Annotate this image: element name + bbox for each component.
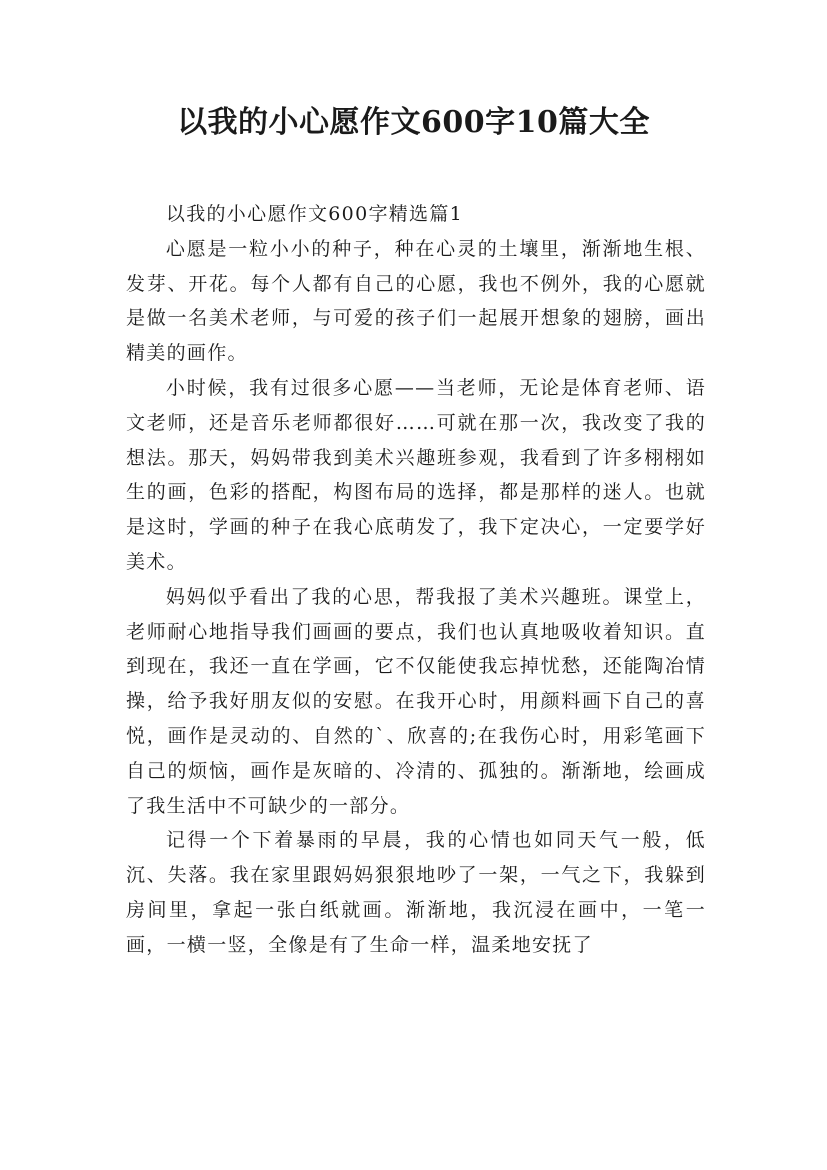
paragraph-3: 妈妈似乎看出了我的心思，帮我报了美术兴趣班。课堂上，老师耐心地指导我们画画的要点，我们也认真地吸收着知识。直到现在，我还一直在学画，它不仅能使我忘掉忧愁，还能陶冶情操，给予我好朋友似的安慰。在我开心时，用颜料画下自己的喜悦，画作是灵动的、自然的`、欣喜的;在我伤心时，用彩笔画下自己的烦恼，画作是灰暗的、冷清的、孤独的。渐渐地，绘画成了我生活中不可缺少的一部分。 [126,585,706,817]
paragraph-2: 小时候，我有过很多心愿——当老师，无论是体育老师、语文老师，还是音乐老师都很好……可就在那一次，我改变了我的想法。那天，妈妈带我到美术兴趣班参观，我看到了许多栩栩如生的画，色彩的搭配，构图布局的选择，都是那样的迷人。也就是这时，学画的种子在我心底萌发了，我下定决心，一定要学好美术。 [126,376,706,573]
paragraph-4: 记得一个下着暴雨的早晨，我的心情也如同天气一般，低沉、失落。我在家里跟妈妈狠狠地吵了一架，一气之下，我躲到房间里，拿起一张白纸就画。渐渐地，我沉浸在画中，一笔一画，一横一竖，全像是有了生命一样，温柔地安抚了 [126,829,706,956]
paragraph-1: 心愿是一粒小小的种子，种在心灵的土壤里，渐渐地生根、发芽、开花。每个人都有自己的心愿，我也不例外，我的心愿就是做一名美术老师，与可爱的孩子们一起展开想象的翅膀，画出精美的画作。 [126,237,706,365]
section-heading: 以我的小心愿作文600字精选篇1 [165,203,464,225]
document-body [126,197,706,963]
document-title: 以我的小心愿作文600字10篇大全 [177,105,650,140]
